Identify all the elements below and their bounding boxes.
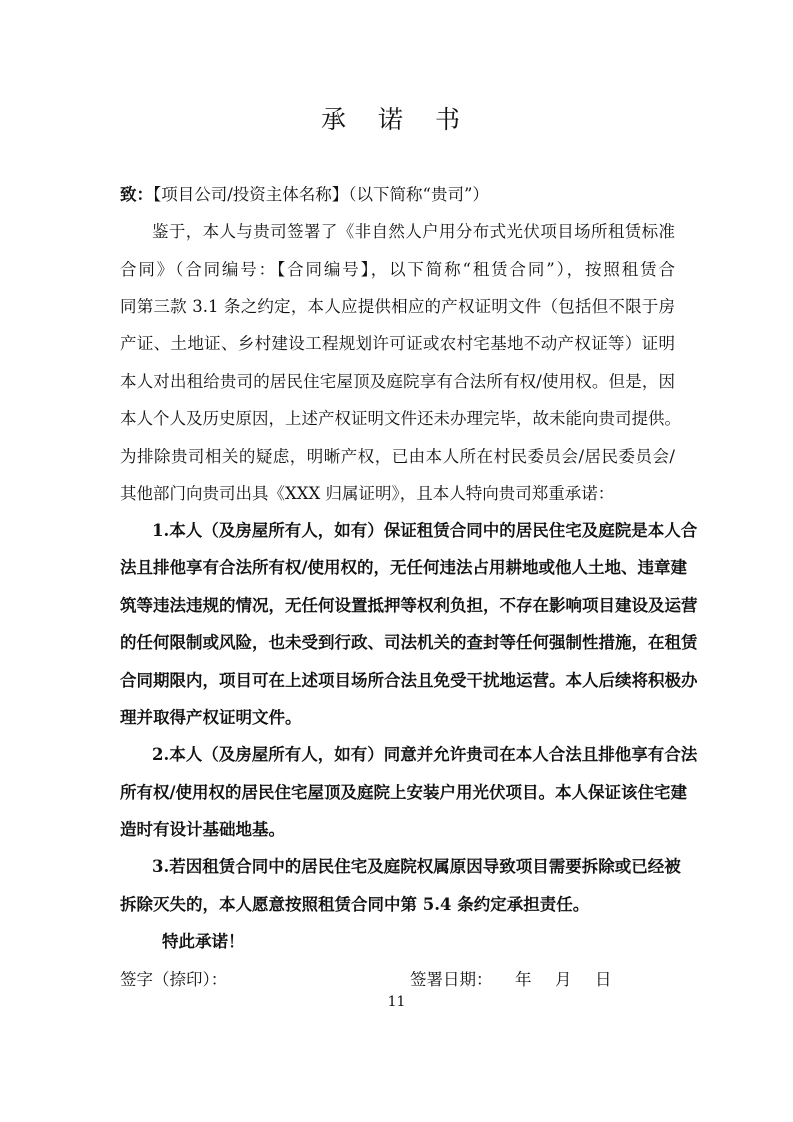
addressee-line	[120, 184, 675, 206]
signature-label: 签字（捺印）：	[120, 970, 228, 989]
clause-line: 所有权/使用权的居民住宅屋顶及庭院上安装户用光伏项目。本人保证该住宅建	[120, 783, 688, 802]
date-year: 年	[515, 970, 532, 989]
clause-line: 筑等违法违规的情况，无任何设置抵押等权利负担，不存在影响项目建设及运营	[120, 596, 698, 615]
clause-line: 2.本人（及房屋所有人，如有）同意并允许贵司在本人合法且排他享有合法	[152, 745, 698, 764]
paragraph-line: 同第三款 3.1 条之约定，本人应提供相应的产权证明文件（包括但不限于房	[120, 297, 675, 316]
paragraph-line: 本人个人及历史原因，上述产权证明文件还未办理完毕，故未能向贵司提供。	[120, 409, 681, 428]
paragraph-line: 鉴于，本人与贵司签署了《非自然人户用分布式光伏项目场所租赁标准	[152, 222, 675, 241]
clause-line: 理并取得产权证明文件。	[120, 708, 302, 727]
date-day: 日	[595, 970, 612, 989]
page-number: 11	[387, 994, 406, 1010]
sign-date-label: 签署日期：	[410, 970, 493, 989]
closing-statement: 特此承诺！	[162, 932, 245, 951]
addressee-text: 【项目公司/投资主体名称】（以下简称“贵司”）	[153, 185, 489, 204]
paragraph-line: 合同》（合同编号：【合同编号】，以下简称“租赁合同”），按照租赁合	[120, 260, 675, 279]
clause-line: 的任何限制或风险，也未受到行政、司法机关的查封等任何强制性措施，在租赁	[120, 633, 698, 652]
clause-line: 合同期限内，项目可在上述项目场所合法且免受干扰地运营。本人后续将积极办	[120, 671, 698, 690]
clause-line: 3.若因租赁合同中的居民住宅及庭院权属原因导致项目需要拆除或已经被	[152, 857, 681, 876]
paragraph-line: 为排除贵司相关的疑虑，明晰产权，已由本人所在村民委员会/居民委员会/	[120, 447, 675, 466]
paragraph-line: 其他部门向贵司出具《XXX 归属证明》，且本人特向贵司郑重承诺：	[120, 484, 615, 503]
clause-line: 1.本人（及房屋所有人，如有）保证租赁合同中的居民住宅及庭院是本人合	[152, 521, 698, 540]
document-title: 承 诺 书	[321, 105, 472, 134]
clause-line: 拆除灭失的，本人愿意按照租赁合同中第 5.4 条约定承担责任。	[120, 895, 590, 914]
addressee-label: 致：	[120, 185, 153, 204]
paragraph-line: 本人对出租给贵司的居民住宅屋顶及庭院享有合法所有权/使用权。但是，因	[120, 372, 675, 391]
clause-line: 法且排他享有合法所有权/使用权的，无任何违法占用耕地或他人土地、违章建	[120, 558, 688, 577]
date-month: 月	[555, 970, 572, 989]
clause-line: 造时有设计基础地基。	[120, 820, 285, 839]
paragraph-line: 产证、土地证、乡村建设工程规划许可证或农村宅基地不动产权证等）证明	[120, 334, 675, 353]
